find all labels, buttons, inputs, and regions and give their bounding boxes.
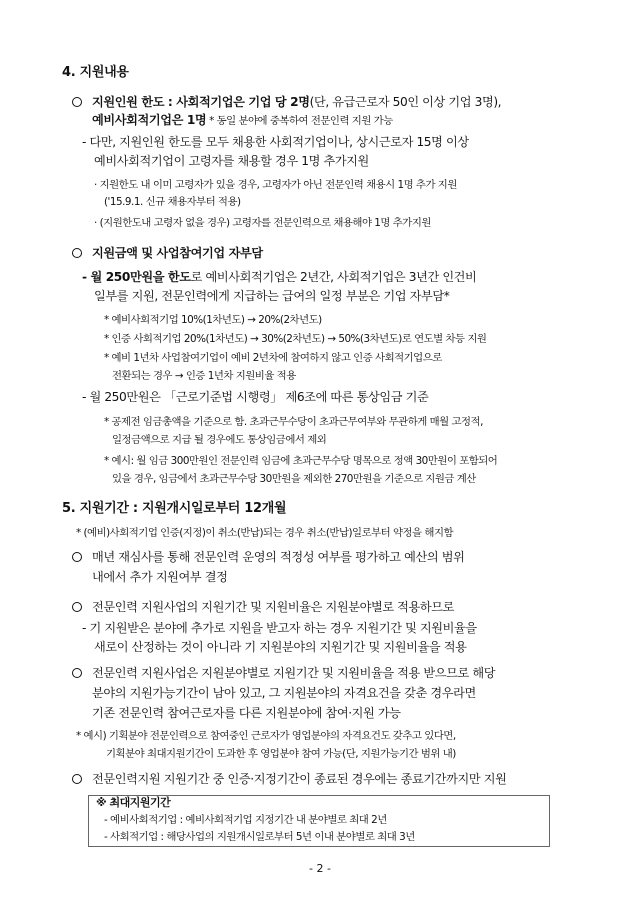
ratio-note-certified: * 인증 사회적기업 20%(1차년도) → 30%(2차년도) → 50%(3차년도)로 연도별 차등 지원: [104, 333, 487, 345]
bullet-circle: [72, 602, 82, 612]
ratio-note-transition-line1: * 예비 1년차 사업참여기업이 예비 2년차에 참여하지 않고 인증 사회적기업으로: [104, 352, 442, 364]
participation-line2: 분야의 지원가능기간이 남아 있고, 그 지원분야의 자격요건을 갖춘 경우라면: [92, 686, 476, 700]
bullet-circle: [72, 774, 82, 784]
field-apply-line: 전문인력 지원사업의 지원기간 및 지원비율은 지원분야별로 적용하므로: [92, 600, 455, 614]
participation-example-line2: 기획분야 최대지원기간이 도과한 후 영업분야 참여 가능(단, 지원가능기간 범위 내): [106, 748, 456, 760]
section-5-title: 5. 지원기간 : 지원개시일로부터 12개월: [62, 501, 287, 516]
participation-line3: 기존 전문인력 참여근로자를 다른 지원분야에 참여·지원 가능: [92, 706, 401, 720]
amount-line1: [82, 268, 476, 286]
participation-line1: 전문인력 지원사업은 지원분야별로 지원기간 및 지원비율을 적용 받으므로 해당: [92, 666, 496, 680]
amount-line1-rest: 로 예비사회적기업은 2년간, 사회적기업은 3년간 인건비: [190, 270, 477, 284]
bullet-circle: [72, 668, 82, 678]
box-line-prelim: - 예비사회적기업 : 예비사회적기업 지정기간 내 분야별로 최대 2년: [104, 814, 387, 826]
bullet-circle: [72, 97, 82, 107]
elderly-sub2: · (지원한도내 고령자 없을 경우) 고령자를 전문인력으로 채용해야 1명 추가지원: [94, 217, 431, 229]
participation-example-line1: * 예시) 기획분야 전문인력으로 참여중인 근로자가 영업분야의 자격요건도 갖추고 있다면,: [76, 730, 456, 742]
example-note-line2: 있을 경우, 임금에서 초과근무수당 30만원을 제외한 270만원을 기준으로 지원금 계산: [112, 473, 476, 485]
amount-heading: 지원금액 및 사업참여기업 자부담: [92, 246, 263, 260]
review-line2: 내에서 추가 지원여부 결정: [92, 570, 228, 584]
section-4-title: 4. 지원내용: [62, 65, 129, 80]
page-number: - 2 -: [309, 862, 331, 875]
bullet-circle: [72, 248, 82, 258]
deduction-note-line1: * 공제전 임금총액을 기준으로 함. 초과근무수당이 초과근무여부와 무관하게 매월 고정적,: [104, 416, 483, 428]
support-limit-bold: 지원인원 한도 : 사회적기업은 기업 당 2명: [92, 95, 310, 109]
review-line1: 매년 재심사를 통해 전문인력 운영의 적정성 여부를 평가하고 예산의 범위: [92, 550, 465, 564]
field-apply-dash-line2: 새로이 산정하는 것이 아니라 기 지원분야의 지원기간 및 지원비율을 적용: [94, 640, 467, 654]
elderly-sub1-line1: · 지원한도 내 이미 고령자가 있을 경우, 고령자가 아닌 전문인력 채용시 1명 추가 지원: [94, 179, 457, 191]
field-apply-dash-line1: - 기 지원받은 분야에 추가로 지원을 받고자 하는 경우 지원기간 및 지원비율을: [82, 621, 477, 635]
amount-line1-bold: - 월 250만원을 한도: [82, 270, 191, 284]
bullet-circle: [72, 552, 82, 562]
example-note-line1: * 예시: 월 임금 300만원인 전문인력 임금에 초과근무수당 명목으로 정액 30만원이 포함되어: [104, 455, 498, 467]
elderly-addition-line1: - 다만, 지원인원 한도를 모두 채용한 사회적기업이나, 상시근로자 15명 이상: [82, 135, 469, 149]
ordinary-wage-line: - 월 250만원은 「근로기준법 시행령」 제6조에 따른 통상임금 기준: [82, 390, 429, 404]
support-limit-line2: [92, 111, 393, 130]
period-end-line: 전문인력지원 지원기간 중 인증·지정기간이 종료된 경우에는 종료기간까지만 지원: [92, 772, 507, 786]
support-limit-line1: [92, 93, 501, 111]
ratio-note-prelim: * 예비사회적기업 10%(1차년도) → 20%(2차년도): [104, 314, 322, 326]
box-line-certified: - 사회적기업 : 해당사업의 지원개시일로부터 5년 이내 분야별로 최대 3년: [104, 831, 415, 843]
duplicate-note: * 동일 분야에 중복하여 전문인력 지원 가능: [206, 115, 393, 127]
cancellation-note: * (예비)사회적기업 인증(지정)이 취소(반납)되는 경우 취소(반납)일로부터 약정을 해지함: [76, 527, 454, 539]
prelim-limit-bold: 예비사회적기업은 1명: [92, 113, 207, 127]
box-title: ※ 최대지원기간: [96, 796, 171, 809]
deduction-note-line2: 일정금액으로 지급 될 경우에도 통상임금에서 제외: [112, 434, 327, 446]
elderly-sub1-line2: ('15.9.1. 신규 채용자부터 적용): [104, 196, 241, 208]
support-limit-rest: (단, 유급근로자 50인 이상 기업 3명),: [309, 95, 502, 109]
ratio-note-transition-line2: 전환되는 경우 → 인증 1년차 지원비율 적용: [112, 370, 296, 382]
amount-line2: 일부를 지원, 전문인력에게 지급하는 급여의 일정 부분은 기업 자부담*: [94, 289, 450, 303]
elderly-addition-line2: 예비사회적기업이 고령자를 채용할 경우 1명 추가지원: [94, 154, 369, 168]
